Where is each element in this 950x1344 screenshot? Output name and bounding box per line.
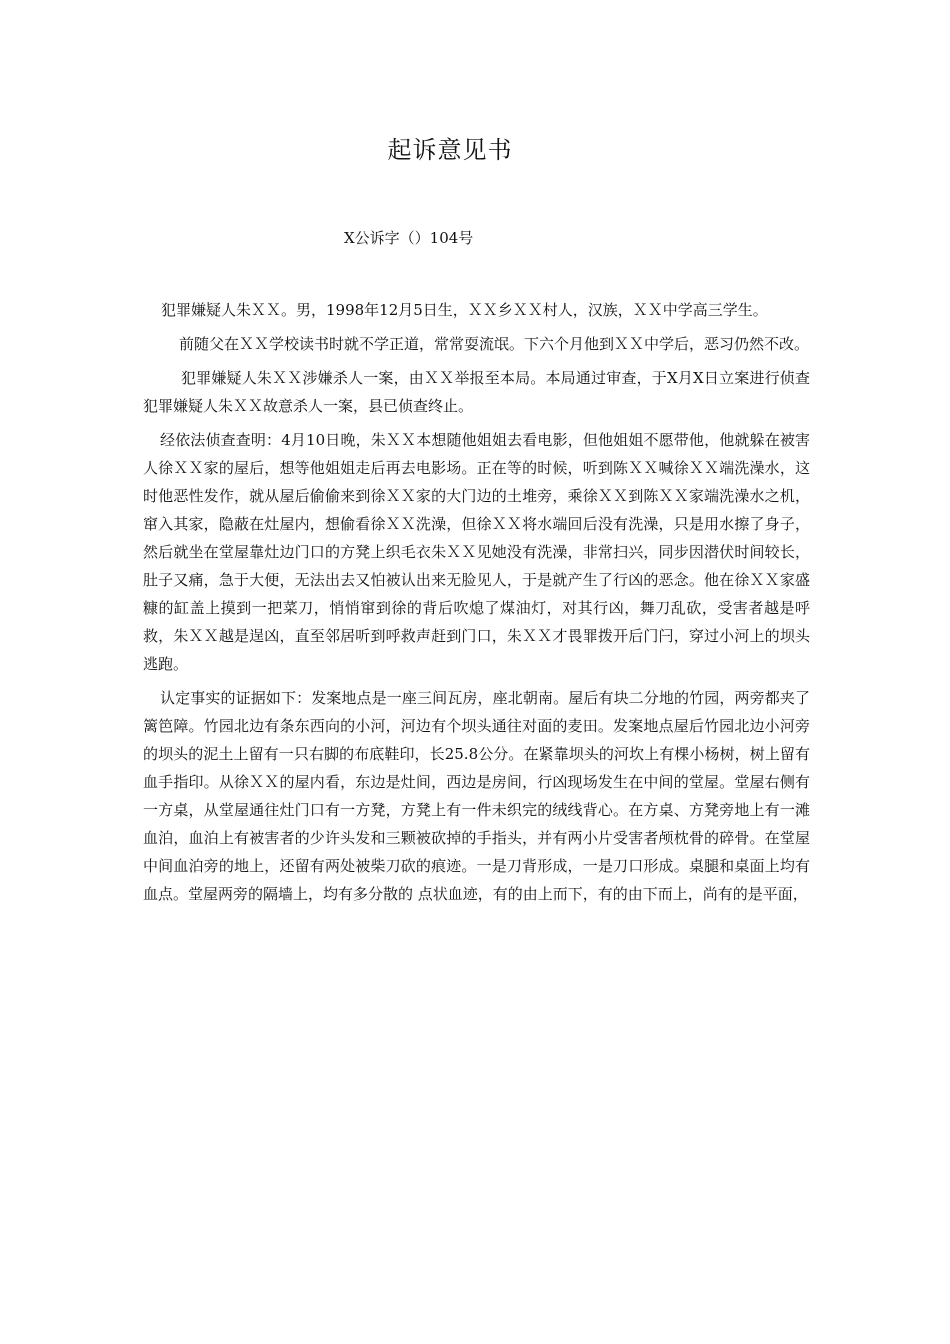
paragraph-background: 前随父在ＸＸ学校读书时就不学正道，常常耍流氓。下六个月他到ＸＸ中学后，恶习仍然不改。: [179, 335, 810, 353]
paragraph-suspect-info: 犯罪嫌疑人朱ＸＸ。男，1998年12月5日生，ＸＸ乡ＸＸ村人，汉族，ＸＸ中学高三学生。: [161, 301, 768, 319]
paragraph-evidence: 认定事实的证据如下：发案地点是一座三间瓦房，座北朝南。屋后有块二分地的竹园，两旁都夹了篱笆障。竹园北边有条东西向的小河，河边有个坝头通往对面的麦田。发案地点屋后竹园北边小河旁的坝头的泥土上留有一只右脚的布底鞋印，长25.8公分。在紧靠坝头的河坎上有棵小杨树，树上留有血手指印。从徐ＸＸ的屋内看，东边是灶间，西边是房间，行凶现场发生在中间的堂屋。堂屋右侧有一方桌，从堂屋通往灶门口有一方凳，方凳上有一件未织完的绒线背心。在方桌、方凳旁地上有一滩血泊，血泊上有被害者的少许头发和三颗被砍掉的手指头，并有两小片受害者颅枕骨的碎骨。在堂屋中间血泊旁的地上，还留有两处被柴刀砍的痕迹。一是刀背形成，一是刀口形成。桌腿和桌面上均有血点。堂屋两旁的隔墙上，均有多分散的 点状血迹，有的由上而下，有的由下而上，尚有的是平面，: [143, 689, 810, 903]
paragraph-investigation-findings: 经依法侦查查明：4月10日晚，朱ＸＸ本想随他姐姐去看电影，但他姐姐不愿带他，他就躲在被害人徐ＸＸ家的屋后，想等他姐姐走后再去电影场。正在等的时候，听到陈ＸＸ喊徐ＸＸ端洗澡水，这时他恶性发作，就从屋后偷偷来到徐ＸＸ家的大门边的土堆旁，乘徐ＸＸ到陈ＸＸ家端洗澡水之机，窜入其家，隐蔽在灶屋内，想偷看徐ＸＸ洗澡，但徐ＸＸ将水端回后没有洗澡，只是用水擦了身子，然后就坐在堂屋靠灶边门口的方凳上织毛衣朱ＸＸ见她没有洗澡，非常扫兴，同步因潜伏时间较长，肚子又痛，急于大便，无法出去又怕被认出来无脸见人，于是就产生了行凶的恶念。他在徐ＸＸ家盛糠的缸盖上摸到一把菜刀，悄悄窜到徐的背后吹熄了煤油灯，对其行凶，舞刀乱砍，受害者越是呼救，朱ＸＸ越是逞凶，直至邻居听到呼救声赶到门口，朱ＸＸ才畏罪拨开后门闩，穿过小河上的坝头逃跑。: [143, 431, 810, 673]
document-number: X公诉字（）104号: [344, 229, 474, 247]
document-body: [143, 296, 810, 914]
document-title: 起诉意见书: [387, 136, 513, 164]
paragraph-case-filing: 犯罪嫌疑人朱ＸＸ涉嫌杀人一案，由ＸＸ举报至本局。本局通过审查，于X月X日立案进行侦查犯罪嫌疑人朱ＸＸ故意杀人一案，县已侦查终止。: [143, 369, 810, 415]
